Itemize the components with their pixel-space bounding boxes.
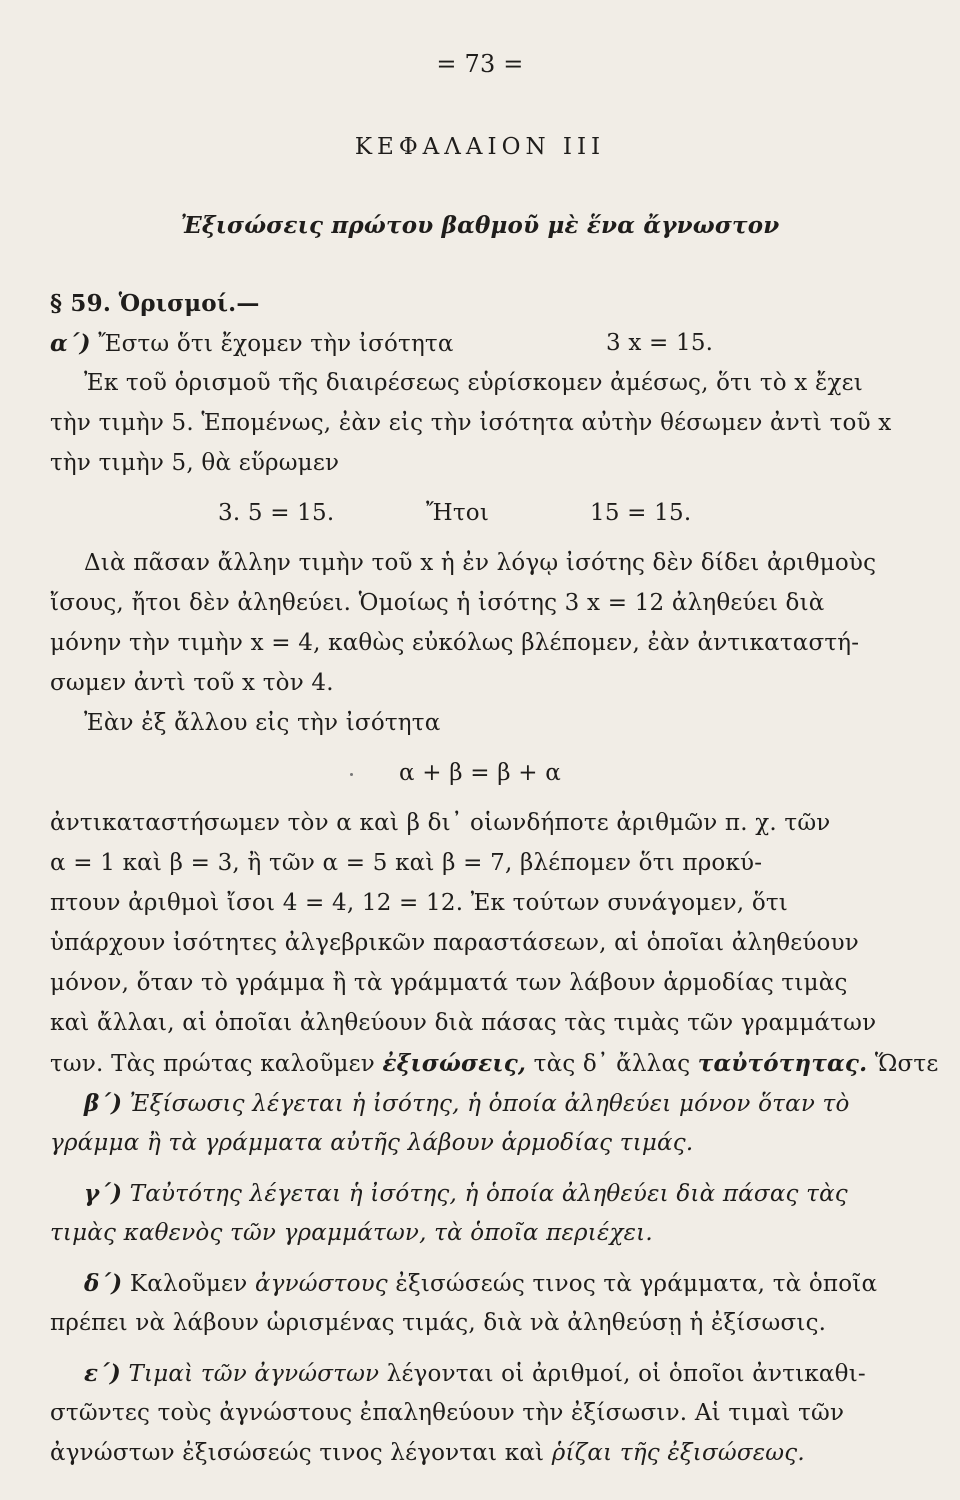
para-c-text: Ταὐτότης λέγεται ἡ ἰσότης, ἡ ὁποία ἀληθεύει διὰ πάσας τὰς [129,1181,848,1207]
term-unknowns: ἀγνώστους [254,1271,388,1297]
text-line: μόνην τὴν τιμὴν x = 4, καθὼς εὐκόλως βλέπομεν, ἐὰν ἀντικαταστή- [50,630,860,656]
text-line: γράμμα ἢ τὰ γράμματα αὐτῆς λάβουν ἁρμοδίας τιμάς. [50,1130,694,1156]
text-line: τὴν τιμὴν 5. Ἑπομένως, ἐὰν εἰς τὴν ἰσότητα αὐτὴν θέσωμεν ἀντὶ τοῦ x [50,410,892,436]
chapter-title: ΚΕΦΑΛΑΙΟΝ III [354,134,606,160]
term-equations: ἐξισώσεις, [382,1050,527,1077]
para-d-rest: ἐξισώσεώς τινος τὰ γράμματα, τὰ ὁποῖα [395,1271,878,1297]
para-e-rest: λέγονται οἱ ἀριθμοί, οἱ ὁποῖοι ἀντικαθι- [386,1361,866,1387]
term-identities: ταὐτότητας. [697,1050,868,1077]
text-line: στῶντες τοὺς ἀγνώστους ἐπαληθεύουν τὴν ἐξίσωσιν. Αἱ τιμαὶ τῶν [50,1400,845,1426]
para-b-line-1 [84,1092,850,1116]
text-line: Ἐκ τοῦ ὁρισμοῦ τῆς διαιρέσεως εὑρίσκομεν ἀμέσως, ὅτι τὸ x ἔχει [84,370,864,396]
decorative-dot [350,773,353,776]
para-e-marker: ε΄) [84,1360,121,1387]
text-line: ἀντικαταστήσωμεν τὸν α καὶ β δι᾽ οἱωνδήποτε ἀριθμῶν π. χ. τῶν [50,810,831,836]
page-number: = 73 = [436,50,524,78]
chapter-subtitle: Ἐξισώσεις πρώτου βαθμοῦ μὲ ἕνα ἄγνωστον [180,212,780,239]
text-line-roots [50,1442,805,1465]
section-heading [50,292,260,316]
equation-right: 15 = 15. [590,500,692,526]
text-line: πτουν ἀριθμοὶ ἴσοι 4 = 4, 12 = 12. Ἐκ τούτων συνάγομεν, ὅτι [50,890,789,916]
para-a-first-line [50,332,454,356]
para-b-marker: β΄) [84,1090,123,1117]
para-a-intro: Ἔστω ὅτι ἔχομεν τὴν ἰσότητα [98,331,454,357]
text-line: μόνον, ὅταν τὸ γράμμα ἢ τὰ γράμματά των λάβουν ἁρμοδίας τιμὰς [50,970,848,996]
para-a-marker: α΄) [50,330,91,357]
para-d-prefix: Καλοῦμεν [129,1271,248,1297]
para-b-text: Ἐξίσωσις λέγεται ἡ ἰσότης, ἡ ὁποία ἀληθεύει μόνον ὅταν τὸ [129,1091,850,1117]
final-prefix: των. Τὰς πρώτας καλοῦμεν [50,1051,375,1077]
text-line: Διὰ πᾶσαν ἄλλην τιμὴν τοῦ x ἡ ἐν λόγῳ ἰσότης δὲν δίδει ἀριθμοὺς [84,550,877,576]
para-c-marker: γ΄) [84,1180,123,1207]
term-roots: ῥίζαι τῆς ἐξισώσεως. [551,1440,805,1466]
text-line: καὶ ἄλλαι, αἱ ὁποῖαι ἀληθεύουν διὰ πάσας τὰς τιμὰς τῶν γραμμάτων [50,1010,877,1036]
section-number: § 59. [50,290,112,317]
para-d-marker: δ΄) [84,1270,123,1297]
text-line: Ἐὰν ἐξ ἄλλου εἰς τὴν ἰσότητα [84,710,441,736]
text-line: σωμεν ἀντὶ τοῦ x τὸν 4. [50,670,334,696]
text-line: πρέπει νὰ λάβουν ὡρισμένας τιμάς, διὰ νὰ ἀληθεύσῃ ἡ ἐξίσωσις. [50,1310,827,1336]
final-mid: τὰς δ᾽ ἄλλας [533,1051,691,1077]
text-line-final [50,1052,938,1076]
final-suffix: Ὥστε [874,1051,939,1077]
para-d-line-1 [84,1272,877,1296]
equation-center: α + β = β + α [399,760,561,786]
section-title: Ὁρισμοί.— [118,290,260,317]
equation-middle: Ἤτοι [426,500,490,526]
para-a-equation: 3 x = 15. [606,330,714,356]
text-line: ὑπάρχουν ἰσότητες ἀλγεβρικῶν παραστάσεων, αἱ ὁποῖαι ἀληθεύουν [50,930,859,956]
para-c-line-1 [84,1182,848,1206]
text-line: τιμὰς καθενὸς τῶν γραμμάτων, τὰ ὁποῖα περιέχει. [50,1220,653,1246]
text-line: τὴν τιμὴν 5, θὰ εὕρωμεν [50,450,340,476]
equation-left: 3. 5 = 15. [218,500,335,526]
para-e-line-1 [84,1362,866,1386]
term-values-of-unknowns: Τιμαὶ τῶν ἀγνώστων [128,1361,380,1387]
text-line: α = 1 καὶ β = 3, ἢ τῶν α = 5 καὶ β = 7, βλέπομεν ὅτι προκύ- [50,850,763,876]
text-line: ἴσους, ἤτοι δὲν ἀληθεύει. Ὁμοίως ἡ ἰσότης 3 x = 12 ἀληθεύει διὰ [50,590,825,616]
para-e-line3-prefix: ἀγνώστων ἐξισώσεώς τινος λέγονται καὶ [50,1440,545,1466]
